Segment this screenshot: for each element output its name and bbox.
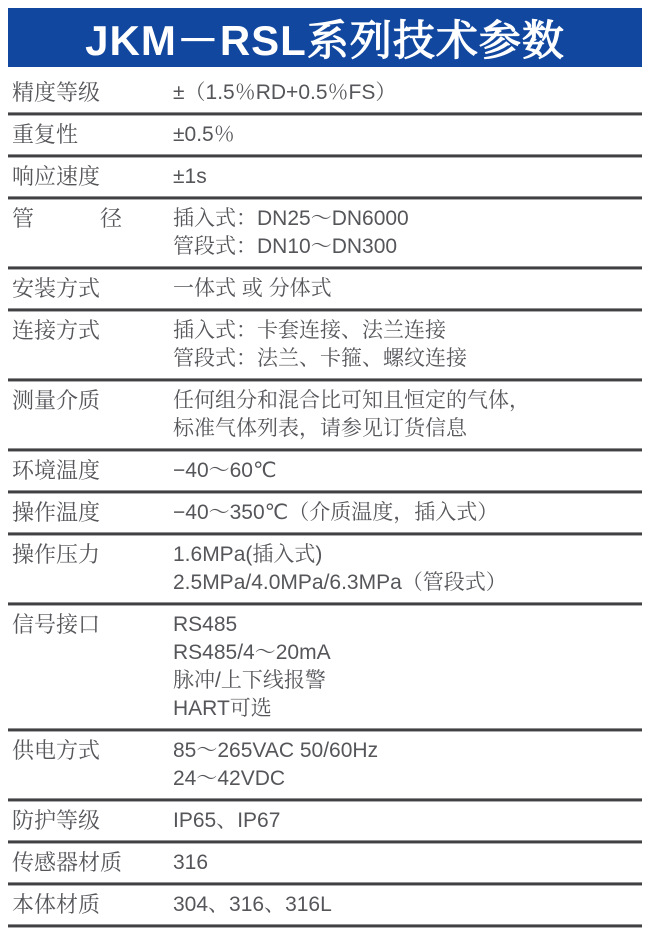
table-row xyxy=(0,536,650,602)
row-label: 安装方式 xyxy=(12,276,101,301)
value-line: 304、316、316L xyxy=(173,893,332,916)
table-row xyxy=(0,200,650,266)
row-label: 环境温度 xyxy=(12,458,101,483)
row-value xyxy=(173,457,650,485)
table-row xyxy=(0,844,650,882)
value-line: 插入式：DN25～DN6000 xyxy=(173,207,409,230)
title-banner xyxy=(8,8,642,67)
table-row xyxy=(0,67,650,112)
value-line: −40～350℃（介质温度，插入式） xyxy=(173,501,499,524)
value-line: 85～265VAC 50/60Hz xyxy=(173,739,379,762)
row-value xyxy=(173,121,650,149)
value-line: 任何组分和混合比可知且恒定的气体， xyxy=(173,389,530,412)
table-row xyxy=(0,886,650,924)
row-value xyxy=(173,387,650,443)
table-row xyxy=(0,452,650,490)
value-line: 插入式：卡套连接、法兰连接 xyxy=(173,319,446,342)
value-line: RS485/4～20mA xyxy=(173,641,331,664)
value-line: ±1s xyxy=(173,165,207,188)
table-row xyxy=(0,732,650,798)
row-label: 信号接口 xyxy=(12,612,101,637)
row-label: 本体材质 xyxy=(12,892,101,917)
table-row xyxy=(0,158,650,196)
row-label: 操作压力 xyxy=(12,542,101,567)
value-line: RS485 xyxy=(173,613,238,636)
spec-sheet xyxy=(0,8,650,936)
value-line: 标准气体列表，请参见订货信息 xyxy=(173,417,467,440)
value-line: ±0.5％ xyxy=(173,123,235,146)
value-line: ±（1.5％RD+0.5％FS） xyxy=(173,81,397,104)
row-value xyxy=(173,163,650,191)
row-label: 响应速度 xyxy=(12,164,101,189)
value-line: 一体式 或 分体式 xyxy=(173,277,332,300)
row-label: 防护等级 xyxy=(12,808,101,833)
row-value xyxy=(173,737,650,793)
row-value xyxy=(173,611,650,723)
row-label: 传感器材质 xyxy=(12,850,123,875)
value-line: 管段式：DN10～DN300 xyxy=(173,235,398,258)
table-row xyxy=(0,312,650,378)
table-row xyxy=(0,382,650,448)
table-row xyxy=(0,270,650,308)
row-value xyxy=(173,499,650,527)
value-line: 1.6MPa(插入式) xyxy=(173,543,323,566)
value-line: −40～60℃ xyxy=(173,459,277,482)
spec-table xyxy=(0,67,650,928)
row-label: 供电方式 xyxy=(12,738,101,763)
row-label: 连接方式 xyxy=(12,318,101,343)
value-line: 2.5MPa/4.0MPa/6.3MPa（管段式） xyxy=(173,571,507,594)
row-value xyxy=(173,891,650,919)
table-row xyxy=(0,606,650,728)
row-value xyxy=(173,275,650,303)
row-value xyxy=(173,541,650,597)
row-value xyxy=(173,807,650,835)
value-line: 管段式：法兰、卡箍、螺纹连接 xyxy=(173,347,467,370)
table-row xyxy=(0,116,650,154)
value-line: HART可选 xyxy=(173,697,272,720)
row-label: 重复性 xyxy=(12,122,79,147)
row-value xyxy=(173,317,650,373)
value-line: 316 xyxy=(173,851,209,874)
value-line: 24～42VDC xyxy=(173,767,286,790)
table-row xyxy=(0,494,650,532)
value-line: IP65、IP67 xyxy=(173,809,281,832)
row-label: 操作温度 xyxy=(12,500,101,525)
row-value xyxy=(173,205,650,261)
row-label: 精度等级 xyxy=(12,80,101,105)
table-row xyxy=(0,802,650,840)
row-label: 测量介质 xyxy=(12,388,101,413)
row-value xyxy=(173,79,650,107)
page-title: JKM－RSL系列技术参数 xyxy=(85,16,565,64)
value-line: 脉冲/上下线报警 xyxy=(173,669,326,692)
row-label: 管 径 xyxy=(12,206,123,231)
row-divider xyxy=(8,924,642,928)
row-value xyxy=(173,849,650,877)
